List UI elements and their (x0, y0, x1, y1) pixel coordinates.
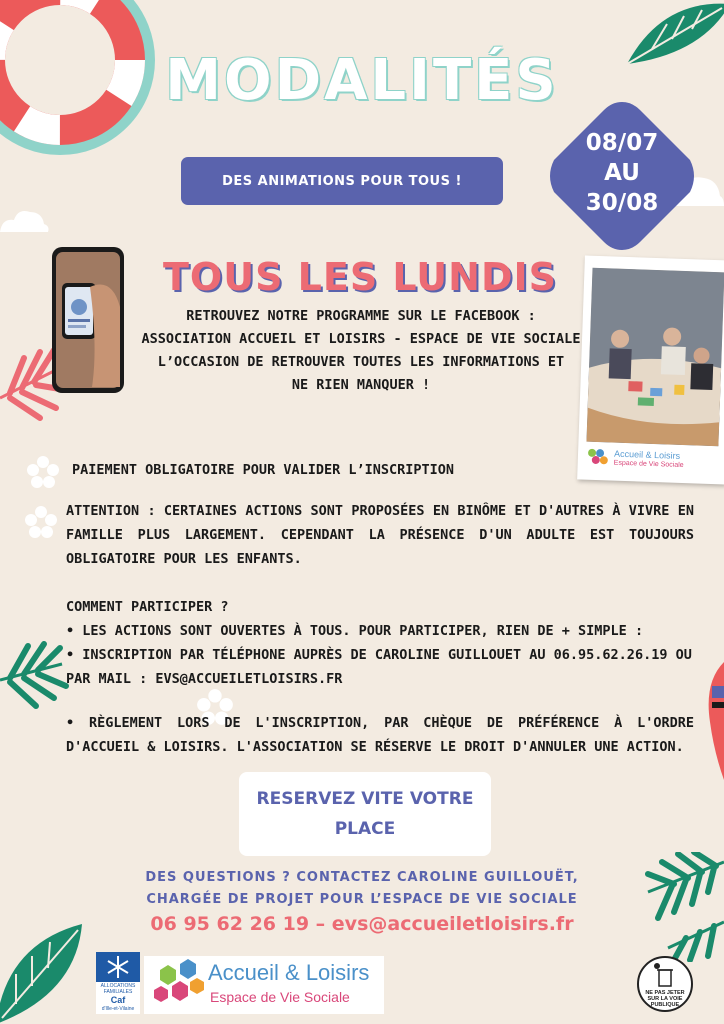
question-line: DES QUESTIONS ? CONTACTEZ CAROLINE GUILLOUËT, (145, 870, 579, 885)
caf-region: d'Ille-et-Vilaine (101, 1006, 135, 1012)
attention-notice: ATTENTION : CERTAINES ACTIONS SONT PROPOSÉES EN BINÔME ET D'AUTRES À VIVRE EN FAMILLE PLUS LARGEMENT. CEPENDANT LA PRÉSENCE D'UN ADULTE EST TOUJOURS OBLIGATOIRE POUR LES ENFANTS. (66, 503, 694, 567)
facebook-line: L’OCCASION DE RETROUVER TOUTES LES INFORMATIONS ET (157, 354, 565, 370)
facebook-line: ASSOCIATION ACCUEIL ET LOISIRS - ESPACE DE VIE SOCIALE (141, 331, 581, 347)
trash-bin-icon (639, 960, 691, 992)
photo-brand-sub: Espace de Vie Sociale (613, 459, 684, 470)
date-start: 08/07 (585, 130, 659, 156)
leaf-icon (638, 852, 724, 962)
do-not-litter-logo (637, 956, 693, 1012)
flower-icon (24, 505, 58, 539)
al-sub: Espace de Vie Sociale (210, 989, 350, 1005)
tagline-banner (181, 157, 503, 205)
photo-brand-name: Accueil & Loisirs (613, 448, 681, 461)
palm-leaf-icon (0, 630, 70, 720)
facebook-info (136, 305, 586, 397)
flower-icon (26, 455, 60, 489)
date-badge (544, 98, 700, 254)
reserve-line: RESERVEZ VITE VOTRE (256, 789, 474, 809)
caf-logo (96, 952, 140, 1014)
how-to-item: • INSCRIPTION PAR TÉLÉPHONE AUPRÈS DE CAROLINE GUILLOUET AU 06.95.62.26.19 OU PAR MAIL : EVS@ACCUEILETLOISIRS.FR (66, 647, 692, 687)
reserve-button[interactable] (239, 772, 491, 856)
caf-line: ALLOCATIONS (100, 983, 136, 989)
smartphone-image (52, 247, 124, 393)
al-name: Accueil & Loisirs (208, 960, 370, 985)
bin-line: SUR LA VOIE (647, 996, 683, 1002)
activity-photo-card (577, 255, 724, 484)
accueil-loisirs-logo (144, 956, 384, 1014)
hexagons-logo-icon (146, 956, 206, 1014)
caf-line: FAMILIALES (103, 989, 133, 995)
reserve-line: PLACE (334, 819, 396, 839)
facebook-line: NE RIEN MANQUER ! (291, 377, 431, 393)
question-line: CHARGÉE DE PROJET POUR L’ESPACE DE VIE SOCIALE (146, 892, 578, 907)
leaf-icon (0, 924, 86, 1024)
date-range (544, 128, 700, 218)
date-end: 30/08 (585, 190, 659, 216)
bin-line: PUBLIQUE (650, 1002, 680, 1008)
how-to-item: • LES ACTIONS SONT OUVERTES À TOUS. POUR PARTICIPER, RIEN DE + SIMPLE : (66, 623, 644, 639)
date-connector: AU (604, 160, 640, 186)
contact-question (100, 867, 624, 911)
how-to-title: COMMENT PARTICIPER ? (66, 599, 229, 615)
cloud-icon (0, 206, 50, 234)
contact-phone-email[interactable]: 06 95 62 26 19 – evs@accueiletloisirs.fr (150, 913, 574, 935)
tagline-text: DES ANIMATIONS POUR TOUS ! (222, 173, 462, 189)
activity-photo (586, 268, 724, 447)
facebook-line: RETROUVEZ NOTRE PROGRAMME SUR LE FACEBOOK : (186, 308, 536, 324)
snowflake-icon (96, 952, 140, 982)
bin-line: NE PAS JETER (645, 990, 685, 996)
caf-name: Caf (110, 995, 126, 1005)
payment-rules: • RÈGLEMENT LORS DE L'INSCRIPTION, PAR CHÈQUE DE PRÉFÉRENCE À L'ORDRE D'ACCUEIL & LOISIRS. L'ASSOCIATION SE RÉSERVE LE DROIT D'ANNULER UNE ACTION. (66, 715, 694, 755)
page-title: MODALITÉS (165, 48, 559, 113)
schedule-headline: TOUS LES LUNDIS (162, 255, 558, 299)
bin-text (639, 990, 691, 1008)
beach-umbrella-icon (700, 662, 724, 782)
payment-notice: PAIEMENT OBLIGATOIRE POUR VALIDER L’INSCRIPTION (72, 462, 455, 478)
